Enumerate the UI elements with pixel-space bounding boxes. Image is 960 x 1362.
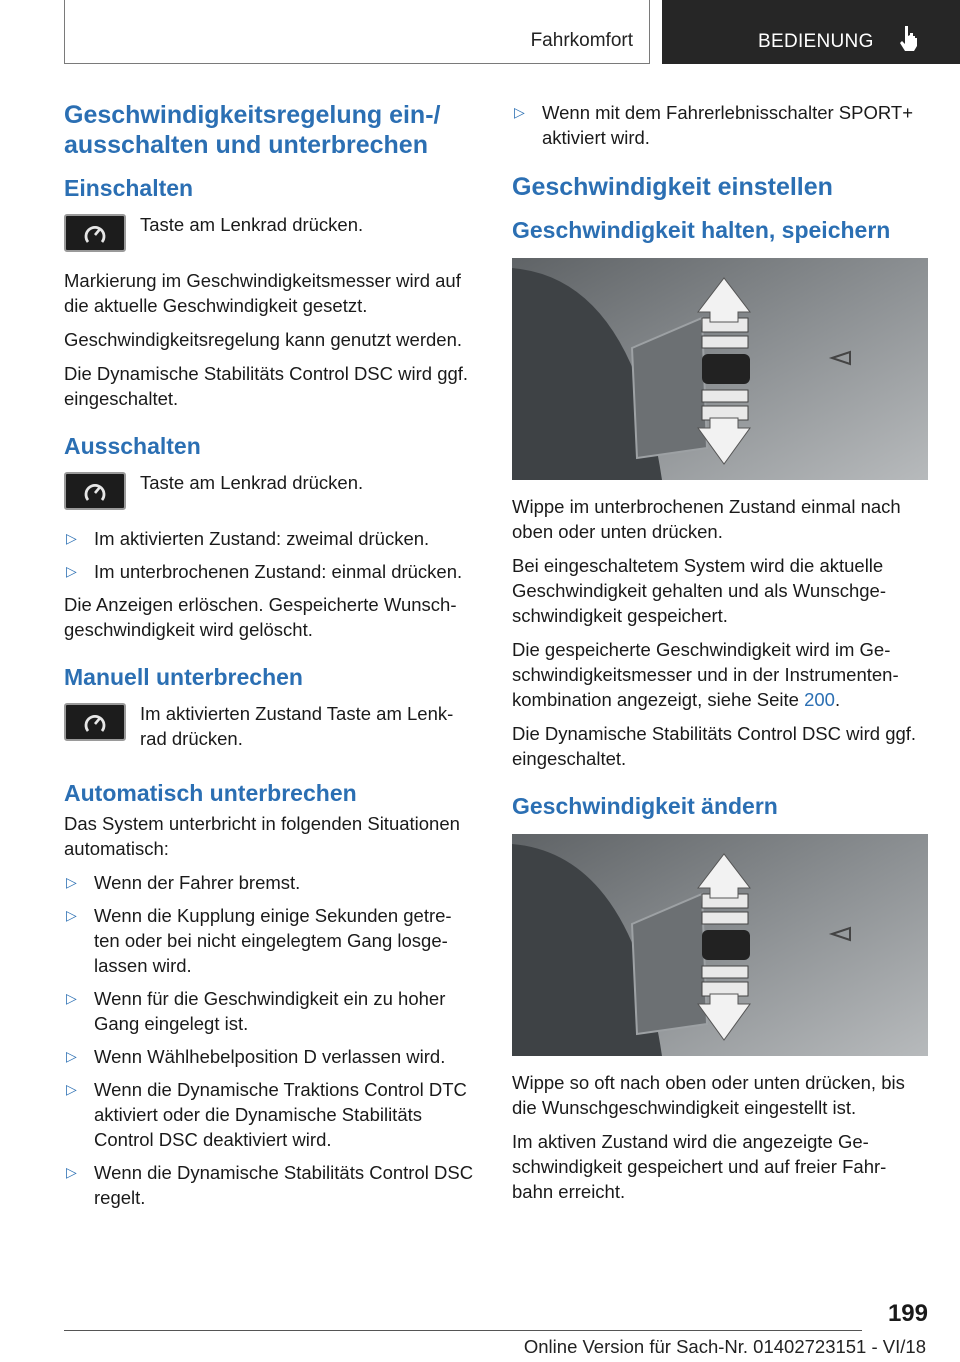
steering-wheel-rocker-photo [512,258,928,480]
hand-pointer-icon [898,24,920,52]
triangle-bullet-icon: ▷ [66,1048,77,1064]
paragraph: Die gespeicherte Geschwindigkeit wird im Ge- schwindigkeitsmesser und in der Instrumenten- kombination angezeigt, siehe Seite 200. [512,639,899,710]
left-column [64,100,480,1218]
list-item: ▷ Im aktivierten Zustand: zweimal drücken. [66,528,430,549]
section-title-on-off: Geschwindigkeitsregelung ein-/ ausschalten und unterbrechen [64,101,441,159]
paragraph: Die Dynamische Stabilitäts Control DSC wird ggf. eingeschaltet. [512,723,917,769]
heading-automatisch-unterbrechen: Automatisch unterbrechen [64,780,357,806]
header-chapter-box [662,0,960,64]
list-item: ▷ Wenn der Fahrer bremst. [66,872,301,893]
key-text-ausschalten: Taste am Lenkrad drücken. [140,472,364,493]
triangle-bullet-icon: ▷ [66,563,77,579]
page-reference-link[interactable]: 200 [804,689,835,710]
heading-halten-speichern: Geschwindigkeit halten, speichern [512,217,891,243]
steering-wheel-rocker-photo [512,834,928,1056]
cruise-control-button-icon [64,214,126,252]
triangle-bullet-icon: ▷ [66,1164,77,1180]
list-item: ▷ Wenn die Dynamische Stabilitäts Control DSC regelt. [66,1162,474,1208]
key-row-manuell [64,701,480,751]
triangle-bullet-icon: ▷ [66,1081,77,1097]
heading-einschalten: Einschalten [64,175,194,201]
header-section-title: Fahrkomfort [530,30,633,51]
header-section-box [64,0,650,64]
list-item: ▷ Wenn mit dem Fahrerlebnisschalter SPORT+ aktiviert wird. [514,102,914,148]
list-item: ▷ Wenn die Dynamische Traktions Control DTC aktiviert oder die Dynamische Stabilitäts Control DSC deaktiviert wird. [66,1079,467,1150]
right-column [512,100,928,1213]
page-number: 199 [887,1300,928,1327]
triangle-bullet-icon: ▷ [66,874,77,890]
footer-divider [64,1330,862,1331]
key-text-manuell: Im aktivierten Zustand Taste am Lenk- rad drücken. [140,703,454,749]
paragraph: Bei eingeschaltetem System wird die aktuelle Geschwindigkeit gehalten und als Wunschge- schwindigkeit gespeichert. [512,555,886,626]
triangle-bullet-icon: ▷ [66,907,77,923]
paragraph: Das System unterbricht in folgenden Situationen automatisch: [64,813,460,859]
paragraph: Wippe so oft nach oben oder unten drücken, bis die Wunschgeschwindigkeit eingestellt ist. [512,1072,905,1118]
cruise-control-button-icon [64,472,126,510]
heading-manuell-unterbrechen: Manuell unterbrechen [64,664,303,690]
header-chapter-title: BEDIENUNG [758,31,874,52]
footer-text: Online Version für Sach-Nr. 01402723151 - VI/18 [523,1336,926,1357]
list-item: ▷ Wenn für die Geschwindigkeit ein zu hoher Gang eingelegt ist. [66,988,446,1034]
paragraph: Markierung im Geschwindigkeitsmesser wird auf die aktuelle Geschwindigkeit gesetzt. [64,270,461,316]
heading-ausschalten: Ausschalten [64,433,201,459]
list-item: ▷ Im unterbrochenen Zustand: einmal drücken. [66,561,463,582]
paragraph: Im aktiven Zustand wird die angezeigte Ge- schwindigkeit gespeichert und auf freier Fahr- bahn erreicht. [512,1131,887,1202]
section-title-einstellen: Geschwindigkeit einstellen [512,173,833,201]
list-item: ▷ Wenn Wählhebelposition D verlassen wird. [66,1046,446,1067]
triangle-bullet-icon: ▷ [514,104,525,120]
paragraph: Wippe im unterbrochenen Zustand einmal nach oben oder unten drücken. [512,496,901,542]
heading-aendern: Geschwindigkeit ändern [512,793,778,819]
paragraph: Die Anzeigen erlöschen. Gespeicherte Wunsch- geschwindigkeit wird gelöscht. [64,594,457,640]
cruise-control-button-icon [64,703,126,741]
key-text-einschalten: Taste am Lenkrad drücken. [140,214,364,235]
key-row-ausschalten [64,470,480,510]
key-row-einschalten [64,212,480,252]
triangle-bullet-icon: ▷ [66,990,77,1006]
paragraph: Die Dynamische Stabilitäts Control DSC wird ggf. eingeschaltet. [64,363,469,409]
paragraph: Geschwindigkeitsregelung kann genutzt werden. [64,329,462,350]
list-item: ▷ Wenn die Kupplung einige Sekunden getre- ten oder bei nicht eingelegtem Gang losge- lassen wird. [66,905,452,976]
triangle-bullet-icon: ▷ [66,530,77,546]
